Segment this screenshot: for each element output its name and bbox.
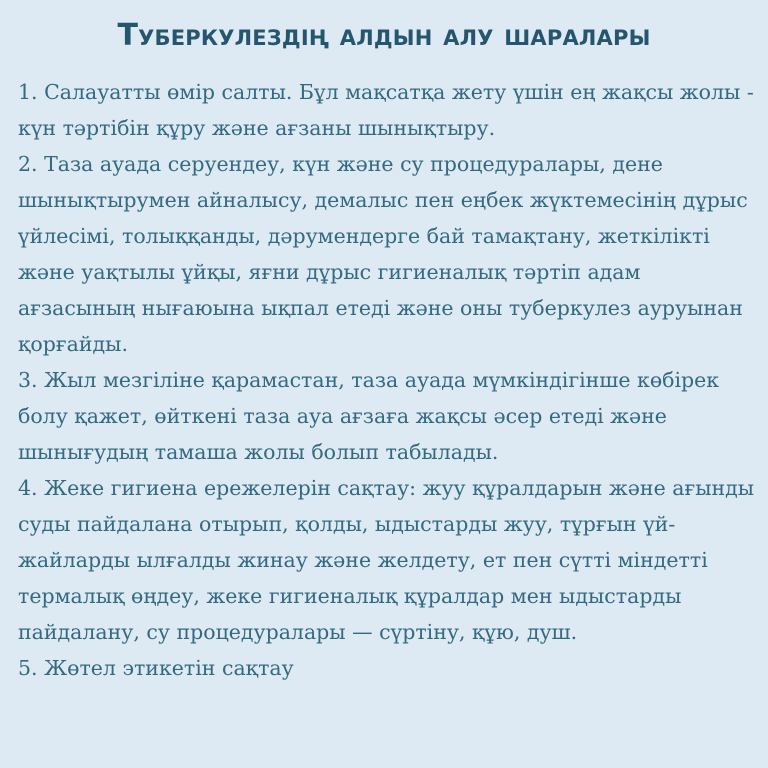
list-item: 3. Жыл мезгіліне қарамастан, таза ауада мүмкіндігінше көбірек болу қажет, өйткені таза ауа ағзаға жақсы әсер етеді және шынығудың тамаша жолы болып табылады. xyxy=(18,368,720,464)
list-item: 4. Жеке гигиена ережелерін сақтау: жуу құралдарын және ағынды суды пайдалана отырып, қолды, ыдыстарды жуу, тұрғын үй-жайларды ылғалды жинау және желдету, ет пен сүтті міндетті термалық өңдеу, жеке гигиеналық құралдар мен ыдыстарды пайдалану, су процедуралары — сүртіну, құю, душ. xyxy=(18,476,755,644)
list-item: 2. Таза ауада серуендеу, күн және су процедуралары, дене шынықтырумен айналысу, демалыс пен еңбек жүктемесінің дұрыс үйлесімі, толыққанды, дәрумендерге бай тамақтану, жеткілікті және уақтылы ұйқы, яғни дұрыс гигиеналық тәртіп адам ағзасының нығаюына ықпал етеді және оны туберкулез ауруынан қорғайды. xyxy=(18,152,748,356)
list-item: 5. Жөтел этикетін сақтау xyxy=(18,656,294,680)
prevention-list xyxy=(18,74,756,686)
poster-title: Туберкулездің алдын алу шаралары xyxy=(117,18,651,53)
list-item: 1. Салауатты өмір салты. Бұл мақсатқа жету үшін ең жақсы жолы - күн тәртібін құру және ағзаны шынықтыру. xyxy=(18,80,754,140)
